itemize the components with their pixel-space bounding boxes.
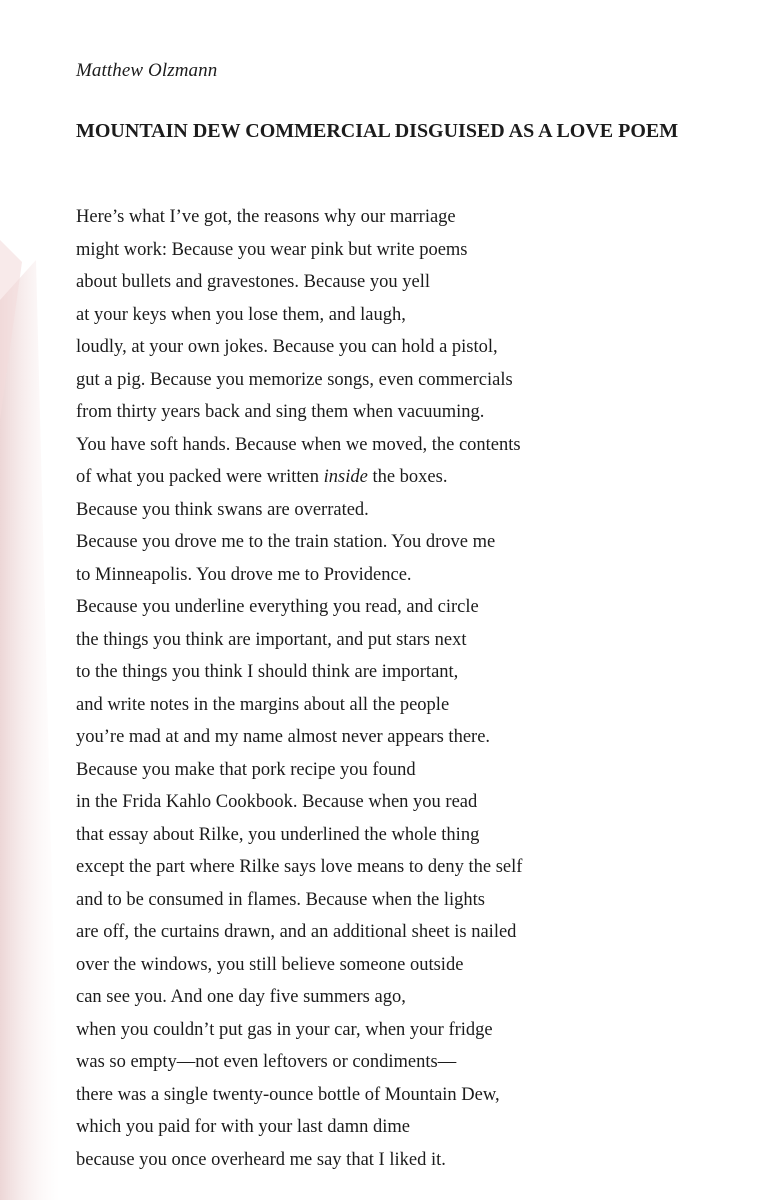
poem-line: can see you. And one day five summers ago, (76, 987, 406, 1007)
author-name: Matthew Olzmann (76, 60, 218, 81)
poem-line (76, 461, 766, 494)
poem-line: you’re mad at and my name almost never appears there. (76, 727, 491, 747)
poem-line: about bullets and gravestones. Because you yell (76, 272, 430, 292)
poem-line: which you paid for with your last damn dime (76, 1117, 410, 1137)
poem-line: to Minneapolis. You drove me to Providence. (76, 564, 412, 585)
poem-line: might work: Because you wear pink but write poems (76, 239, 468, 260)
poem-line: there was a single twenty-ounce bottle of Mountain Dew, (76, 1084, 500, 1105)
poem-line: Because you drove me to the train station. You drove me (76, 532, 496, 552)
poem-line: when you couldn’t put gas in your car, when your fridge (76, 1019, 493, 1040)
poem-line: from thirty years back and sing them when vacuuming. (76, 402, 485, 422)
poem-line: at your keys when you lose them, and laugh, (76, 304, 406, 325)
poem-line: Because you make that pork recipe you found (76, 759, 416, 780)
poem-line: was so empty—not even leftovers or condiments— (76, 1052, 457, 1072)
poem-line-emphasis: inside (323, 467, 368, 487)
poem-line: over the windows, you still believe someone outside (76, 954, 464, 975)
poem-line: loudly, at your own jokes. Because you can hold a pistol, (76, 337, 498, 357)
poem-line: that essay about Rilke, you underlined the whole thing (76, 824, 480, 845)
poem-line-text: the boxes. (367, 467, 448, 487)
poem-line: the things you think are important, and put stars next (76, 629, 467, 650)
poem-line: and to be consumed in flames. Because when the lights (76, 889, 485, 910)
poem-line-text: of what you packed were written (76, 467, 324, 487)
poem-line: to the things you think I should think are important, (76, 662, 459, 682)
poem-line: are off, the curtains drawn, and an additional sheet is nailed (76, 922, 517, 942)
poem-line: Here’s what I’ve got, the reasons why our marriage (76, 207, 456, 227)
poem-body (76, 201, 766, 1176)
poem-line: gut a pig. Because you memorize songs, even commercials (76, 369, 513, 390)
poem-title: MOUNTAIN DEW COMMERCIAL DISGUISED AS A LOVE POEM (76, 120, 679, 142)
poem-line: Because you think swans are overrated. (76, 499, 369, 520)
poem-line: You have soft hands. Because when we moved, the contents (76, 434, 521, 455)
poem-line: Because you underline everything you read, and circle (76, 597, 479, 617)
poem-line: except the part where Rilke says love means to deny the self (76, 857, 523, 877)
poem-line: because you once overheard me say that I liked it. (76, 1149, 446, 1170)
poem-line: and write notes in the margins about all the people (76, 694, 450, 715)
poem-line: in the Frida Kahlo Cookbook. Because when you read (76, 792, 478, 812)
